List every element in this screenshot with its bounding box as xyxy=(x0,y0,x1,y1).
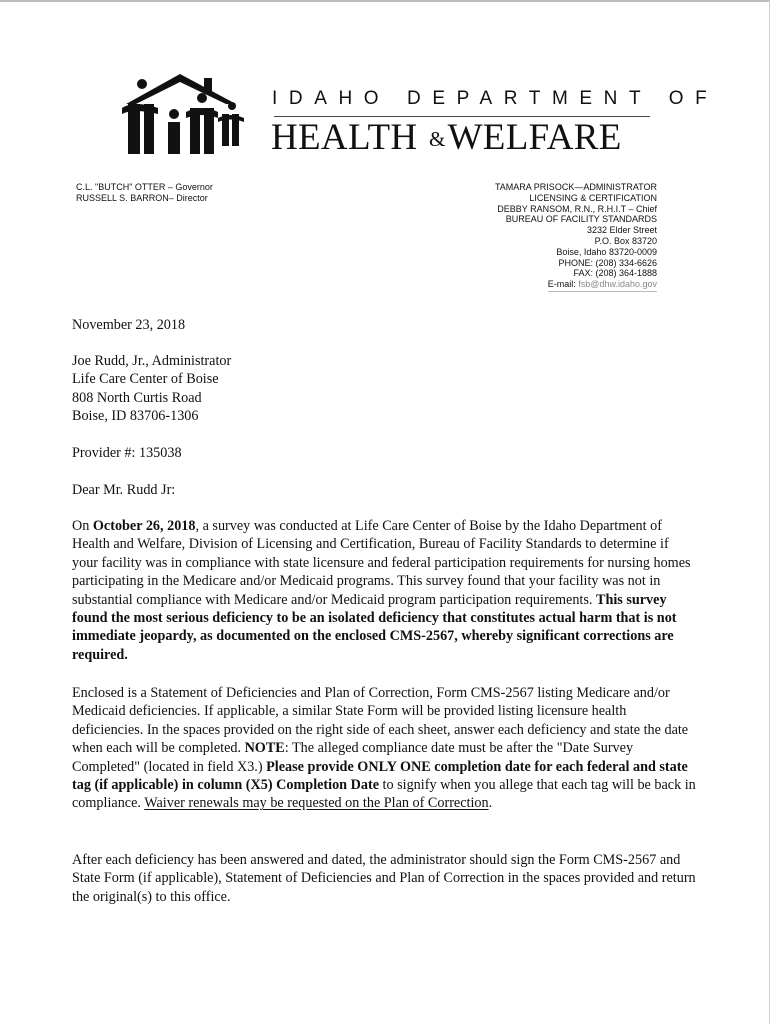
para2-text2: : The alleged compliance date must be after the "Date Survey Completed" (located in field X3.) xyxy=(72,740,634,775)
officials-right xyxy=(420,182,657,292)
city-line: Boise, Idaho 83720-0009 xyxy=(556,246,657,257)
street-line: 3232 Elder Street xyxy=(586,225,657,236)
recipient-street: 808 North Curtis Road xyxy=(72,389,202,406)
phone-line: PHONE: (208) 334-6626 xyxy=(558,257,657,268)
bureau-line: BUREAU OF FACILITY STANDARDS xyxy=(505,214,657,225)
officials-left xyxy=(76,182,276,204)
survey-date: October 26, 2018 xyxy=(92,518,196,534)
director-line: RUSSELL S. BARRON– Director xyxy=(76,192,208,203)
governor-line: C.L. "BUTCH" OTTER – Governor xyxy=(76,182,213,192)
administrator-line: TAMARA PRISOCK—ADMINISTRATOR xyxy=(494,182,657,192)
paragraph-enclosed-forms xyxy=(72,684,698,813)
waiver-renewal-note: Waiver renewals may be requested on the Plan of Correction xyxy=(144,795,489,812)
paragraph-survey-findings xyxy=(72,517,698,664)
letter-date: November 23, 2018 xyxy=(72,317,186,333)
para2-text4: . xyxy=(488,795,493,812)
recipient-facility: Life Care Center of Boise xyxy=(72,371,219,388)
salutation: Dear Mr. Rudd Jr: xyxy=(72,482,176,498)
para1-text: , a survey was conducted at Life Care Center of Boise by the Idaho Department of Health and Welfare, Division of Licensing and Certification, Bureau of Facility Standards to determine if your facility was in compliance with state licensure and federal participation requirements for nursing homes participating in the Medicare and/or Medicaid programs. This survey found that your facility was not in substantial compliance with Medicare and/or Medicaid program participation requirements. xyxy=(72,518,691,608)
agency-name-health: HEALTH xyxy=(271,117,418,158)
fax-line: FAX: (208) 364-1888 xyxy=(573,268,657,279)
para2-text1: Enclosed is a Statement of Deficiencies and Plan of Correction, Form CMS-2567 listing Medicare and/or Medicaid deficiencies. If applicable, a similar State Form will be provided listing licensure health deficiencies. In the spaces provided on the right side of each sheet, answer each deficiency and state the date when each will be completed. xyxy=(72,685,689,757)
department-line: IDAHO DEPARTMENT OF xyxy=(272,88,719,109)
recipient-name: Joe Rudd, Jr., Administrator xyxy=(72,353,232,369)
para1-lead: On xyxy=(72,518,93,534)
idhw-family-house-logo-icon xyxy=(118,70,248,160)
po-box-line: P.O. Box 83720 xyxy=(594,235,657,246)
email-line xyxy=(548,279,657,292)
agency-name xyxy=(271,116,622,159)
agency-name-welfare: WELFARE xyxy=(447,117,622,158)
recipient-city: Boise, ID 83706-1306 xyxy=(72,408,199,425)
provider-number: Provider #: 135038 xyxy=(72,445,182,461)
email-address-link[interactable]: fsb@dhw.idaho.gov xyxy=(578,279,657,290)
note-label: NOTE xyxy=(244,740,285,757)
page-top-border xyxy=(0,0,770,2)
chief-line: DEBBY RANSOM, R.N., R.H.I.T – Chief xyxy=(497,203,657,214)
paragraph-signature-instructions: After each deficiency has been answered and dated, the administrator should sign the Form CMS-2567 and State Form (if applicable), Statement of Deficiencies and Plan of Correction in the spaces provided and return the original(s) to this office. xyxy=(72,852,696,905)
para2-bold-text: Please provide ONLY ONE completion date for each federal and state tag (if applicable) in column (X5) Completion Date xyxy=(72,758,688,794)
division-line: LICENSING & CERTIFICATION xyxy=(529,192,657,203)
email-label: E-mail: xyxy=(547,279,576,290)
para1-bold-text: This survey found the most serious deficiency to be an isolated deficiency that constitutes actual harm that is not immediate jeopardy, as documented on the enclosed CMS-2567, whereby significant corrections are required. xyxy=(72,591,677,663)
recipient-address xyxy=(72,352,698,426)
agency-name-ampersand: & xyxy=(428,127,446,151)
para2-text3: to signify when you allege that each tag will be back in compliance. xyxy=(72,777,696,812)
